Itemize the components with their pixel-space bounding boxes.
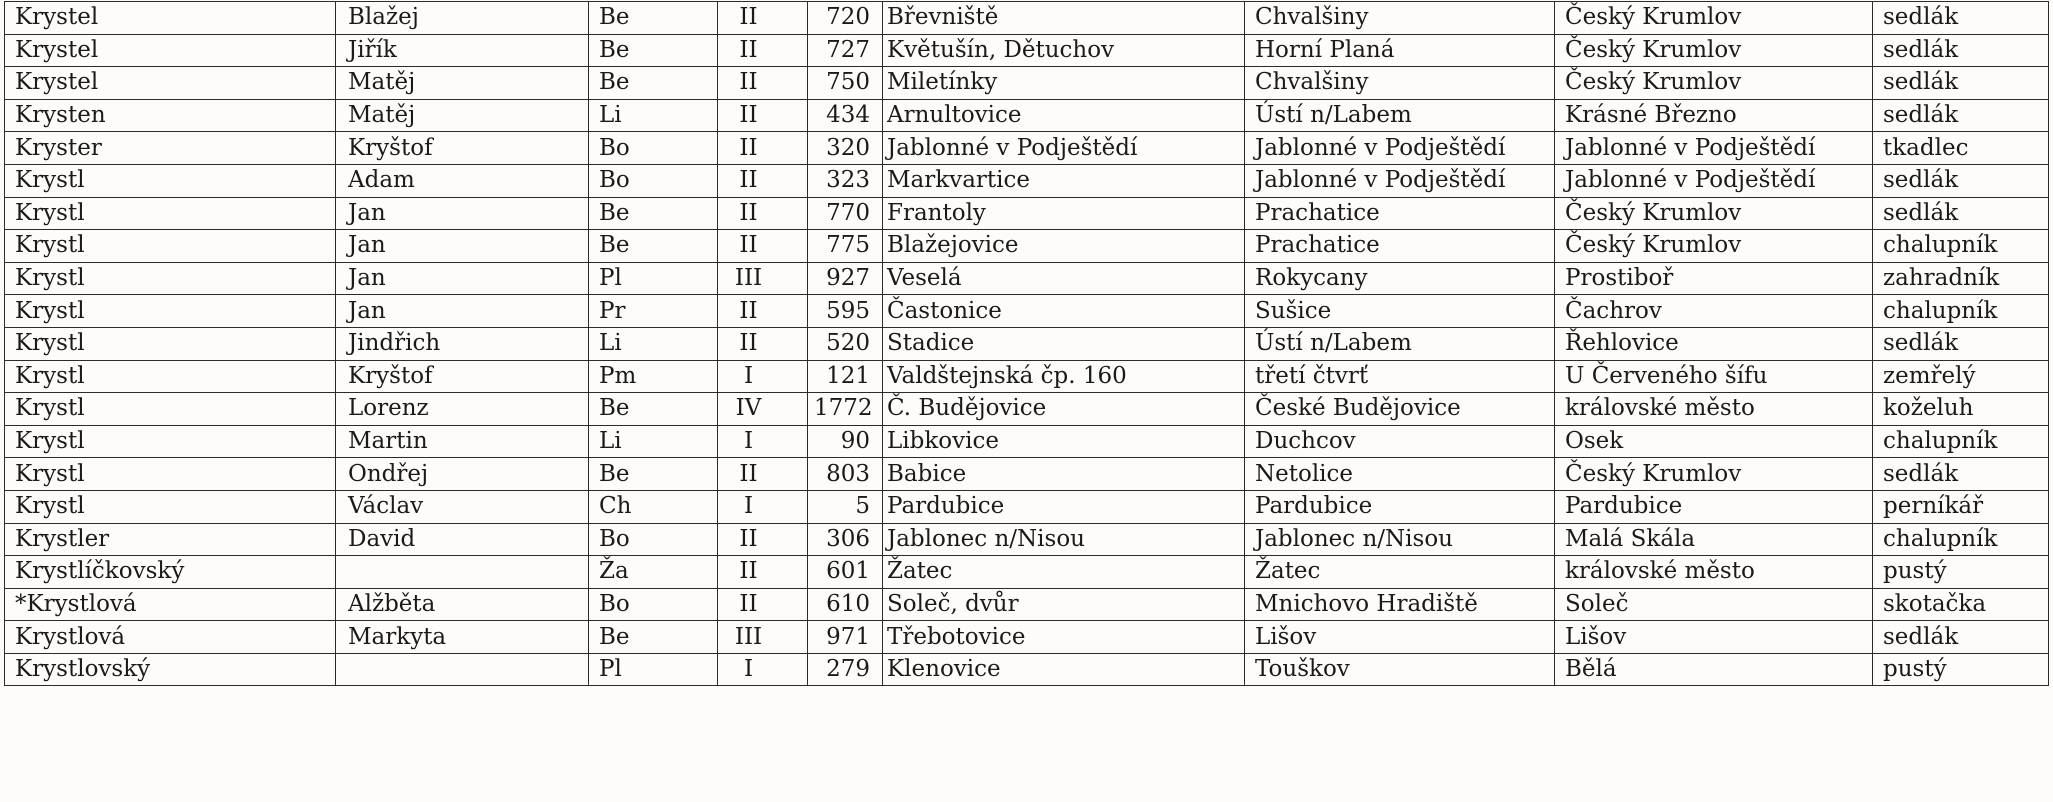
given-name-cell: Martin bbox=[336, 425, 589, 458]
place-cell: Arnultovice bbox=[883, 99, 1245, 132]
place-cell: Stadice bbox=[883, 327, 1245, 360]
table-row bbox=[5, 458, 2049, 491]
estate-cell: Lišov bbox=[1555, 621, 1873, 654]
estate-cell: Český Krumlov bbox=[1555, 197, 1873, 230]
occupation-cell: tkadlec bbox=[1873, 132, 2049, 165]
number-cell: 775 bbox=[808, 230, 883, 263]
domain-cell: Jablonné v Podještědí bbox=[1245, 164, 1555, 197]
number-cell: 927 bbox=[808, 262, 883, 295]
region-cell: Bo bbox=[589, 164, 718, 197]
given-name-cell: Jan bbox=[336, 262, 589, 295]
table-row bbox=[5, 360, 2049, 393]
surname-cell: Krysten bbox=[5, 99, 336, 132]
volume-cell: I bbox=[718, 425, 808, 458]
number-cell: 323 bbox=[808, 164, 883, 197]
place-cell: Květušín, Dětuchov bbox=[883, 34, 1245, 67]
place-cell: Č. Budějovice bbox=[883, 393, 1245, 426]
place-cell: Pardubice bbox=[883, 490, 1245, 523]
surname-cell: Krystl bbox=[5, 262, 336, 295]
estate-cell: Český Krumlov bbox=[1555, 34, 1873, 67]
region-cell: Be bbox=[589, 621, 718, 654]
number-cell: 601 bbox=[808, 556, 883, 589]
place-cell: Frantoly bbox=[883, 197, 1245, 230]
given-name-cell: Markyta bbox=[336, 621, 589, 654]
region-cell: Ch bbox=[589, 490, 718, 523]
region-cell: Be bbox=[589, 67, 718, 100]
place-cell: Jablonné v Podještědí bbox=[883, 132, 1245, 165]
domain-cell: Ústí n/Labem bbox=[1245, 99, 1555, 132]
region-cell: Pr bbox=[589, 295, 718, 328]
place-cell: Břevniště bbox=[883, 2, 1245, 35]
place-cell: Valdštejnská čp. 160 bbox=[883, 360, 1245, 393]
surname-cell: Krystl bbox=[5, 490, 336, 523]
given-name-cell: Jindřich bbox=[336, 327, 589, 360]
place-cell: Babice bbox=[883, 458, 1245, 491]
surname-cell: Krystler bbox=[5, 523, 336, 556]
table-row bbox=[5, 132, 2049, 165]
table-row bbox=[5, 230, 2049, 263]
estate-cell: Český Krumlov bbox=[1555, 230, 1873, 263]
region-cell: Li bbox=[589, 327, 718, 360]
register-table bbox=[4, 1, 2049, 686]
place-cell: Libkovice bbox=[883, 425, 1245, 458]
table-row bbox=[5, 653, 2049, 686]
volume-cell: II bbox=[718, 588, 808, 621]
surname-cell: Krystl bbox=[5, 458, 336, 491]
number-cell: 803 bbox=[808, 458, 883, 491]
domain-cell: Mnichovo Hradiště bbox=[1245, 588, 1555, 621]
table-row bbox=[5, 588, 2049, 621]
given-name-cell: Jan bbox=[336, 230, 589, 263]
given-name-cell: Kryštof bbox=[336, 360, 589, 393]
estate-cell: královské město bbox=[1555, 393, 1873, 426]
domain-cell: Prachatice bbox=[1245, 230, 1555, 263]
region-cell: Be bbox=[589, 34, 718, 67]
occupation-cell: sedlák bbox=[1873, 458, 2049, 491]
volume-cell: II bbox=[718, 164, 808, 197]
occupation-cell: pustý bbox=[1873, 653, 2049, 686]
occupation-cell: sedlák bbox=[1873, 67, 2049, 100]
number-cell: 434 bbox=[808, 99, 883, 132]
table-row bbox=[5, 425, 2049, 458]
number-cell: 770 bbox=[808, 197, 883, 230]
domain-cell: Touškov bbox=[1245, 653, 1555, 686]
estate-cell: Čachrov bbox=[1555, 295, 1873, 328]
region-cell: Pl bbox=[589, 653, 718, 686]
table-row bbox=[5, 295, 2049, 328]
given-name-cell: Ondřej bbox=[336, 458, 589, 491]
estate-cell: Osek bbox=[1555, 425, 1873, 458]
surname-cell: Krystl bbox=[5, 164, 336, 197]
domain-cell: Ústí n/Labem bbox=[1245, 327, 1555, 360]
surname-cell: Krystl bbox=[5, 295, 336, 328]
surname-cell: Krystel bbox=[5, 67, 336, 100]
region-cell: Pl bbox=[589, 262, 718, 295]
surname-cell: Krystl bbox=[5, 197, 336, 230]
region-cell: Be bbox=[589, 197, 718, 230]
occupation-cell: skotačka bbox=[1873, 588, 2049, 621]
volume-cell: III bbox=[718, 621, 808, 654]
given-name-cell: Lorenz bbox=[336, 393, 589, 426]
volume-cell: IV bbox=[718, 393, 808, 426]
number-cell: 90 bbox=[808, 425, 883, 458]
given-name-cell: Jan bbox=[336, 295, 589, 328]
occupation-cell: chalupník bbox=[1873, 295, 2049, 328]
domain-cell: Lišov bbox=[1245, 621, 1555, 654]
number-cell: 610 bbox=[808, 588, 883, 621]
given-name-cell: Václav bbox=[336, 490, 589, 523]
volume-cell: II bbox=[718, 67, 808, 100]
table-row bbox=[5, 34, 2049, 67]
number-cell: 750 bbox=[808, 67, 883, 100]
domain-cell: Žatec bbox=[1245, 556, 1555, 589]
given-name-cell: David bbox=[336, 523, 589, 556]
surname-cell: Krystlíčkovský bbox=[5, 556, 336, 589]
given-name-cell: Kryštof bbox=[336, 132, 589, 165]
domain-cell: Chvalšiny bbox=[1245, 2, 1555, 35]
table-row bbox=[5, 556, 2049, 589]
volume-cell: II bbox=[718, 197, 808, 230]
region-cell: Bo bbox=[589, 132, 718, 165]
place-cell: Častonice bbox=[883, 295, 1245, 328]
occupation-cell: perníkář bbox=[1873, 490, 2049, 523]
occupation-cell: sedlák bbox=[1873, 621, 2049, 654]
region-cell: Bo bbox=[589, 588, 718, 621]
region-cell: Bo bbox=[589, 523, 718, 556]
volume-cell: III bbox=[718, 262, 808, 295]
table-row bbox=[5, 523, 2049, 556]
region-cell: Be bbox=[589, 230, 718, 263]
number-cell: 595 bbox=[808, 295, 883, 328]
table-row bbox=[5, 2, 2049, 35]
domain-cell: Horní Planá bbox=[1245, 34, 1555, 67]
volume-cell: I bbox=[718, 653, 808, 686]
occupation-cell: sedlák bbox=[1873, 2, 2049, 35]
place-cell: Třebotovice bbox=[883, 621, 1245, 654]
surname-cell: Krystel bbox=[5, 2, 336, 35]
occupation-cell: sedlák bbox=[1873, 99, 2049, 132]
estate-cell: Český Krumlov bbox=[1555, 2, 1873, 35]
estate-cell: královské město bbox=[1555, 556, 1873, 589]
given-name-cell: Jan bbox=[336, 197, 589, 230]
occupation-cell: sedlák bbox=[1873, 34, 2049, 67]
region-cell: Be bbox=[589, 2, 718, 35]
surname-cell: Krystl bbox=[5, 425, 336, 458]
table-row bbox=[5, 262, 2049, 295]
volume-cell: II bbox=[718, 132, 808, 165]
number-cell: 1772 bbox=[808, 393, 883, 426]
table-row bbox=[5, 490, 2049, 523]
region-cell: Li bbox=[589, 99, 718, 132]
surname-cell: Krystel bbox=[5, 34, 336, 67]
estate-cell: Krásné Březno bbox=[1555, 99, 1873, 132]
estate-cell: Pardubice bbox=[1555, 490, 1873, 523]
surname-cell: Krystl bbox=[5, 230, 336, 263]
volume-cell: II bbox=[718, 458, 808, 491]
estate-cell: Prostiboř bbox=[1555, 262, 1873, 295]
domain-cell: Jablonné v Podještědí bbox=[1245, 132, 1555, 165]
volume-cell: II bbox=[718, 327, 808, 360]
occupation-cell: sedlák bbox=[1873, 327, 2049, 360]
estate-cell: Český Krumlov bbox=[1555, 67, 1873, 100]
table-row bbox=[5, 393, 2049, 426]
number-cell: 5 bbox=[808, 490, 883, 523]
occupation-cell: zemřelý bbox=[1873, 360, 2049, 393]
estate-cell: Jablonné v Podještědí bbox=[1555, 164, 1873, 197]
region-cell: Ža bbox=[589, 556, 718, 589]
surname-cell: Krystl bbox=[5, 360, 336, 393]
given-name-cell: Matěj bbox=[336, 67, 589, 100]
place-cell: Miletínky bbox=[883, 67, 1245, 100]
volume-cell: II bbox=[718, 295, 808, 328]
estate-cell: Soleč bbox=[1555, 588, 1873, 621]
domain-cell: Jablonec n/Nisou bbox=[1245, 523, 1555, 556]
place-cell: Blažejovice bbox=[883, 230, 1245, 263]
place-cell: Veselá bbox=[883, 262, 1245, 295]
place-cell: Klenovice bbox=[883, 653, 1245, 686]
estate-cell: Český Krumlov bbox=[1555, 458, 1873, 491]
number-cell: 320 bbox=[808, 132, 883, 165]
number-cell: 971 bbox=[808, 621, 883, 654]
estate-cell: Bělá bbox=[1555, 653, 1873, 686]
given-name-cell: Matěj bbox=[336, 99, 589, 132]
number-cell: 520 bbox=[808, 327, 883, 360]
table-row bbox=[5, 164, 2049, 197]
table-row bbox=[5, 67, 2049, 100]
domain-cell: Pardubice bbox=[1245, 490, 1555, 523]
surname-cell: Kryster bbox=[5, 132, 336, 165]
occupation-cell: koželuh bbox=[1873, 393, 2049, 426]
domain-cell: Netolice bbox=[1245, 458, 1555, 491]
occupation-cell: sedlák bbox=[1873, 164, 2049, 197]
number-cell: 121 bbox=[808, 360, 883, 393]
given-name-cell: Jiřík bbox=[336, 34, 589, 67]
number-cell: 720 bbox=[808, 2, 883, 35]
occupation-cell: sedlák bbox=[1873, 197, 2049, 230]
domain-cell: Duchcov bbox=[1245, 425, 1555, 458]
place-cell: Žatec bbox=[883, 556, 1245, 589]
occupation-cell: chalupník bbox=[1873, 425, 2049, 458]
number-cell: 727 bbox=[808, 34, 883, 67]
table-row bbox=[5, 197, 2049, 230]
surname-cell: Krystl bbox=[5, 327, 336, 360]
given-name-cell: Blažej bbox=[336, 2, 589, 35]
region-cell: Pm bbox=[589, 360, 718, 393]
surname-cell: *Krystlová bbox=[5, 588, 336, 621]
domain-cell: Rokycany bbox=[1245, 262, 1555, 295]
volume-cell: II bbox=[718, 523, 808, 556]
domain-cell: Sušice bbox=[1245, 295, 1555, 328]
volume-cell: I bbox=[718, 490, 808, 523]
region-cell: Be bbox=[589, 458, 718, 491]
table-row bbox=[5, 621, 2049, 654]
estate-cell: U Červeného šífu bbox=[1555, 360, 1873, 393]
given-name-cell: Adam bbox=[336, 164, 589, 197]
volume-cell: II bbox=[718, 556, 808, 589]
domain-cell: Chvalšiny bbox=[1245, 67, 1555, 100]
place-cell: Markvartice bbox=[883, 164, 1245, 197]
number-cell: 306 bbox=[808, 523, 883, 556]
volume-cell: II bbox=[718, 99, 808, 132]
region-cell: Be bbox=[589, 393, 718, 426]
table-row bbox=[5, 327, 2049, 360]
volume-cell: I bbox=[718, 360, 808, 393]
place-cell: Jablonec n/Nisou bbox=[883, 523, 1245, 556]
surname-cell: Krystl bbox=[5, 393, 336, 426]
number-cell: 279 bbox=[808, 653, 883, 686]
occupation-cell: chalupník bbox=[1873, 230, 2049, 263]
given-name-cell: Alžběta bbox=[336, 588, 589, 621]
domain-cell: třetí čtvrť bbox=[1245, 360, 1555, 393]
estate-cell: Jablonné v Podještědí bbox=[1555, 132, 1873, 165]
occupation-cell: pustý bbox=[1873, 556, 2049, 589]
estate-cell: Malá Skála bbox=[1555, 523, 1873, 556]
given-name-cell bbox=[336, 556, 589, 589]
occupation-cell: zahradník bbox=[1873, 262, 2049, 295]
volume-cell: II bbox=[718, 230, 808, 263]
given-name-cell bbox=[336, 653, 589, 686]
estate-cell: Řehlovice bbox=[1555, 327, 1873, 360]
place-cell: Soleč, dvůr bbox=[883, 588, 1245, 621]
domain-cell: České Budějovice bbox=[1245, 393, 1555, 426]
table-row bbox=[5, 99, 2049, 132]
domain-cell: Prachatice bbox=[1245, 197, 1555, 230]
table-body bbox=[5, 2, 2049, 686]
surname-cell: Krystlovský bbox=[5, 653, 336, 686]
volume-cell: II bbox=[718, 34, 808, 67]
occupation-cell: chalupník bbox=[1873, 523, 2049, 556]
region-cell: Li bbox=[589, 425, 718, 458]
volume-cell: II bbox=[718, 2, 808, 35]
surname-cell: Krystlová bbox=[5, 621, 336, 654]
